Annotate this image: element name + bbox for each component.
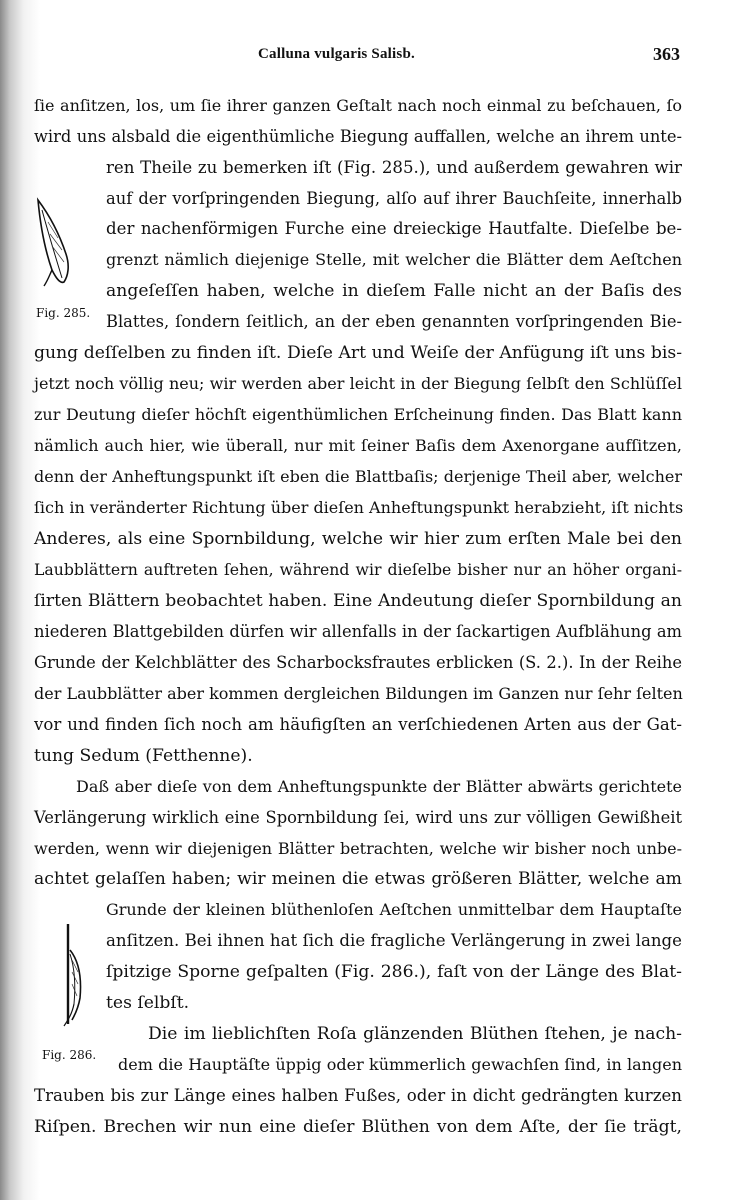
text-line: dem die Hauptäſte üppig oder kümmerlich gewachſen ſind, in langen <box>118 1055 682 1074</box>
text-line: ſpitzige Sporne geſpalten (Fig. 286.), faſt von der Länge des Blat- <box>106 962 682 982</box>
text-line: Laubblättern auftreten ſehen, während wir dieſelbe bisher nur an höher organi- <box>34 560 682 579</box>
page-number: 363 <box>653 44 680 64</box>
text-line: Riſpen. Brechen wir nun eine dieſer Blüthen von dem Aſte, der ſie trägt, <box>34 1117 682 1137</box>
text-line: auf der vorſpringenden Biegung, alſo auf ihrer Bauchſeite, innerhalb <box>106 189 682 208</box>
text-line: jetzt noch völlig neu; wir werden aber leicht in der Biegung ſelbſt den Schlüſſel <box>34 374 682 393</box>
text-line: ſie anſitzen, los, um ſie ihrer ganzen Geſtalt nach noch einmal zu beſchauen, ſo <box>34 96 682 115</box>
text-line: ſich in veränderter Richtung über dieſen Anheftungspunkt herabzieht, iſt nichts <box>34 498 684 517</box>
text-line: Verlängerung wirklich eine Spornbildung ſei, wird uns zur völligen Gewißheit <box>34 808 682 827</box>
text-line: Grunde der kleinen blüthenloſen Aeſtchen unmittelbar dem Hauptaſte <box>106 900 682 919</box>
text-line: ren Theile zu bemerken iſt (Fig. 285.), und außerdem gewahren wir <box>106 158 682 177</box>
text-line: werden, wenn wir diejenigen Blätter betrachten, welche wir bisher noch unbe- <box>34 839 682 858</box>
text-line: Die im lieblichſten Roſa glänzenden Blüthen ſtehen, je nach- <box>148 1024 682 1044</box>
text-line: Blattes, ſondern ſeitlich, an der eben genannten vorſpringenden Bie- <box>106 312 682 331</box>
text-line: der nachenförmigen Furche eine dreieckige Hautfalte. Dieſelbe be- <box>106 219 682 238</box>
text-line: Daß aber dieſe von dem Anheftungspunkte der Blätter abwärts gerichtete <box>76 777 682 796</box>
text-line: ſirten Blättern beobachtet haben. Eine Andeutung dieſer Spornbildung an <box>34 591 682 611</box>
text-line: gung deſſelben zu finden iſt. Dieſe Art und Weiſe der Anfügung iſt uns bis- <box>34 343 682 363</box>
figure-285-label: Fig. 285. <box>36 306 91 320</box>
text-line: wird uns alsbald die eigenthümliche Biegung auffallen, welche an ihrem unte- <box>34 127 682 146</box>
text-line: der Laubblätter aber kommen dergleichen Bildungen im Ganzen nur ſehr ſelten <box>34 684 683 703</box>
figure-285-illustration <box>30 192 80 292</box>
figure-286-illustration <box>56 920 96 1030</box>
running-head: Calluna vulgaris Salisb. <box>258 46 415 62</box>
text-line: angeſeſſen haben, welche in dieſem Falle nicht an der Baſis des <box>106 281 682 301</box>
text-line: denn der Anheftungspunkt iſt eben die Blattbaſis; derjenige Theil aber, welcher <box>34 467 682 486</box>
text-line: niederen Blattgebilden dürfen wir allenfalls in der ſackartigen Aufblähung am <box>34 622 682 641</box>
text-line: vor und finden ſich noch am häufigſten an verſchiedenen Arten aus der Gat- <box>34 715 682 734</box>
text-line: Anderes, als eine Spornbildung, welche wir hier zum erſten Male bei den <box>34 529 682 549</box>
text-line: tung Sedum (Fetthenne). <box>34 746 253 766</box>
text-line: nämlich auch hier, wie überall, nur mit ſeiner Baſis dem Axenorgane aufſitzen, <box>34 436 682 455</box>
text-line: zur Deutung dieſer höchſt eigenthümlichen Erſcheinung finden. Das Blatt kann <box>34 405 682 424</box>
figure-286-label: Fig. 286. <box>42 1048 97 1062</box>
text-line: anſitzen. Bei ihnen hat ſich die fragliche Verlängerung in zwei lange <box>106 931 682 950</box>
text-line: tes ſelbſt. <box>106 993 190 1013</box>
text-line: grenzt nämlich diejenige Stelle, mit welcher die Blätter dem Aeſtchen <box>106 250 682 269</box>
text-line: Trauben bis zur Länge eines halben Fußes, oder in dicht gedrängten kurzen <box>34 1086 682 1105</box>
text-line: achtet gelaſſen haben; wir meinen die etwas größeren Blätter, welche am <box>34 869 682 889</box>
text-line: Grunde der Kelchblätter des Scharbocksfrautes erblicken (S. 2.). In der Reihe <box>34 653 682 672</box>
